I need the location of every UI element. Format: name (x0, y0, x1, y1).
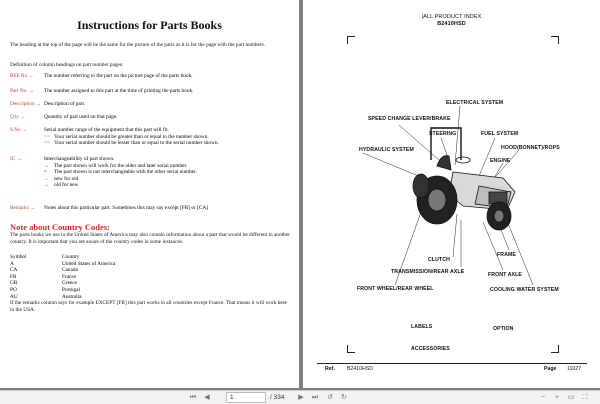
sub-symbol: ≠ (44, 169, 47, 176)
country-codes-text: The parts books we use in the United States of America may also contain information about a part that would be different in another country. It is important that you are aware of the country codes in some instances. (10, 232, 290, 245)
footer-divider (317, 363, 587, 364)
table-cell: United States of America (62, 260, 116, 267)
table-cell: Portugal (62, 286, 80, 293)
label-hood-rops[interactable]: HOOD(BONNET)/ROPS (501, 145, 560, 151)
tractor-diagram (303, 0, 600, 388)
table-cell: FR (10, 273, 17, 280)
sub-text: Your serial number should be greater than or equal to the number shown. (54, 133, 209, 140)
sub-item (44, 163, 294, 170)
def-text: The number assigned to this part at the time of printing the parts book. (44, 88, 194, 94)
arrow-icon: → (28, 88, 35, 94)
table-cell: Greece (62, 280, 77, 287)
label-engine[interactable]: ENGINE (490, 158, 511, 164)
def-key: Part No. (10, 88, 28, 94)
sub-text: old for new (54, 182, 79, 189)
def-key: S.No (10, 127, 21, 133)
sub-item (44, 140, 294, 147)
zoom-in-icon[interactable]: + (554, 394, 560, 401)
def-text: Serial number range of the equipment that this part will fit. (44, 127, 169, 133)
arrow-icon: → (36, 101, 42, 107)
arrow-icon: → (20, 114, 26, 120)
table-cell: GR (10, 280, 18, 287)
ref-label: Ref. (325, 366, 335, 372)
label-labels[interactable]: LABELS (411, 324, 433, 330)
rotate-left-icon[interactable]: ↺ (327, 394, 333, 401)
page-number: 11027 (567, 366, 582, 372)
index-header: |ALL PRODUCT INDEX (421, 14, 482, 20)
label-accessories[interactable]: ACCESSORIES (411, 346, 450, 352)
sub-text: Your serial number should be lesser than or equal to the serial number shown. (54, 140, 219, 147)
sub-symbol: ← (44, 175, 50, 182)
def-text: The number referring to the part on the picture page of the parts book. (44, 73, 193, 79)
label-clutch[interactable]: CLUTCH (428, 257, 450, 263)
sub-symbol: <= (44, 140, 50, 147)
table-cell: CA (10, 267, 18, 274)
page-number-input[interactable]: 1 (226, 392, 266, 403)
label-electrical-system[interactable]: ELECTRICAL SYSTEM (446, 100, 504, 106)
ref-value: B2410HSD (347, 366, 373, 372)
label-fuel-system[interactable]: FUEL SYSTEM (481, 131, 519, 137)
def-text: Interchangeability of part shown. (44, 156, 115, 162)
label-frame[interactable]: FRAME (497, 252, 516, 258)
def-key: REF.No (10, 73, 28, 79)
rotate-right-icon[interactable]: ↻ (341, 394, 347, 401)
sub-text: The part shown is not interchangeable with the other serial number. (54, 169, 197, 176)
intro-paragraph: The heading at the top of the page will be the same for the picture of the parts as it is for the page with the part numbers. (10, 42, 266, 48)
page-label: Page (544, 366, 557, 372)
label-front-wheel-rear-wheel[interactable]: FRONT WHEEL/REAR WHEEL (357, 286, 434, 292)
def-text: Quantity of part used on that page. (44, 114, 118, 120)
arrow-icon: → (16, 156, 22, 162)
sub-text: The part shown will work for the older and later serial number. (54, 162, 188, 169)
def-key: Q'ty (10, 114, 19, 120)
sub-item (44, 182, 294, 189)
arrow-icon: → (28, 73, 34, 79)
table-cell: A (10, 260, 14, 267)
table-cell: AU (10, 293, 18, 300)
remarks-footer: If the remarks column says for example EXCEPT [FR] this part works in all countries except France. That means it will work here in the USA. (10, 300, 287, 313)
page-title: Instructions for Parts Books (77, 18, 222, 32)
sub-symbol: >= (44, 133, 50, 140)
arrow-icon: → (30, 205, 36, 211)
next-page-icon[interactable]: ▶ (298, 394, 304, 401)
previous-page-icon[interactable]: ◀ (204, 394, 210, 401)
sub-symbol: → (44, 162, 50, 169)
fit-page-icon[interactable]: ▭ (567, 394, 575, 401)
model-header: B2410HSD (437, 21, 466, 27)
country-codes-heading: Note about Country Codes: (10, 222, 110, 232)
page-count: / 334 (270, 394, 285, 401)
arrow-icon: → (22, 127, 28, 133)
label-steering[interactable]: STEERING (429, 131, 457, 137)
fullscreen-icon[interactable]: ⛶ (582, 394, 588, 401)
def-key: Description (10, 101, 35, 107)
sub-text: new for old (54, 175, 79, 182)
sub-symbol: → (44, 182, 50, 189)
label-hydraulic-system[interactable]: HYDRAULIC SYSTEM (359, 147, 414, 153)
table-cell: Country (62, 254, 80, 260)
right-page (303, 0, 600, 388)
zoom-out-icon[interactable]: − (540, 394, 546, 401)
def-key: IC (10, 156, 16, 162)
label-speed-change-lever[interactable]: SPEED CHANGE LEVER/BRAKE (368, 116, 451, 122)
def-text: Description of part. (44, 101, 86, 107)
tractor-icon (413, 128, 515, 230)
first-page-icon[interactable]: ⏮ (189, 394, 197, 401)
sub-item (44, 176, 294, 183)
left-page (0, 0, 299, 388)
def-key: Remarks (10, 205, 29, 211)
label-transmission-rear-axle[interactable]: TRANSMISSION/REAR AXLE (391, 269, 465, 275)
sub-item (44, 169, 294, 176)
sub-item (44, 134, 294, 141)
label-cooling-water-system[interactable]: COOLING WATER SYSTEM (490, 287, 559, 293)
table-cell: France (62, 273, 77, 280)
table-cell: PO (10, 286, 17, 293)
label-front-axle[interactable]: FRONT AXLE (488, 272, 522, 278)
table-cell: Australia (62, 293, 82, 300)
viewer-toolbar (0, 390, 600, 404)
table-cell: Symbol (10, 254, 27, 260)
definition-heading: Definition of column headings on part number pages: (10, 62, 124, 68)
last-page-icon[interactable]: ⏭ (311, 394, 319, 401)
def-text: Notes about this particular part. Sometimes this may say except [FR] or [CA] (44, 205, 209, 211)
label-option[interactable]: OPTION (493, 326, 514, 332)
table-cell: Canada (62, 267, 78, 274)
